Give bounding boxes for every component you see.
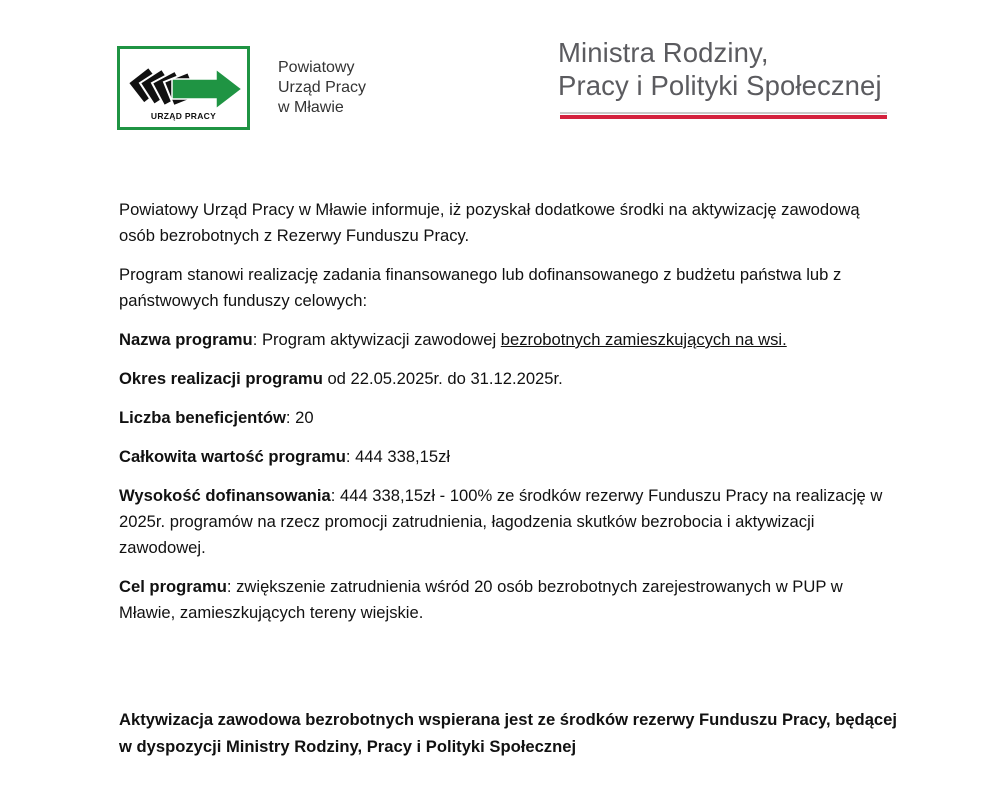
pup-name-line: Urząd Pracy (278, 79, 367, 96)
pup-name-line: Powiatowy (278, 59, 355, 76)
beneficiaries-label: Liczba beneficjentów (119, 408, 286, 427)
goal-row (119, 574, 899, 626)
page-header (0, 0, 1000, 150)
program-name-row (119, 327, 899, 353)
pup-logo-caption: URZĄD PRACY (150, 111, 217, 121)
funding-value: : 444 338,15zł - 100% ze środków rezerwy Funduszu Pracy na realizację w 2025r. programów na rzecz promocji zatrudnienia, łagodzenia skutków bezrobocia i aktywizacji zawodowej. (119, 486, 883, 557)
ministry-flag-bar (560, 112, 887, 120)
intro-paragraph: Powiatowy Urząd Pracy w Mławie informuje, iż pozyskał dodatkowe środki na aktywizację zawodową osób bezrobotnych z Rezerwy Funduszu Pracy. (119, 200, 860, 245)
ministry-title-line: Ministra Rodziny, (558, 37, 769, 68)
funding-footer-note: Aktywizacja zawodowa bezrobotnych wspierana jest ze środków rezerwy Funduszu Pracy, będącej w dyspozycji Ministry Rodziny, Pracy i Polityki Społecznej (119, 710, 897, 756)
funding-label: Wysokość dofinansowania (119, 486, 331, 505)
total-value-amount: : 444 338,15zł (345, 447, 451, 466)
total-value-label: Całkowita wartość programu (119, 447, 346, 466)
ministry-logo (558, 36, 888, 102)
beneficiaries-row (119, 405, 899, 431)
goal-label: Cel programu (119, 577, 227, 596)
program-name-underlined: bezrobotnych zamieszkujących na wsi. (500, 330, 787, 349)
program-note-paragraph: Program stanowi realizację zadania finansowanego lub dofinansowanego z budżetu państwa lub z państwowych funduszy celowych: (119, 265, 842, 310)
total-value-row (119, 444, 899, 470)
program-period-label: Okres realizacji programu (119, 369, 323, 388)
program-period-value: od 22.05.2025r. do 31.12.2025r. (322, 369, 563, 388)
pup-office-name (278, 58, 366, 118)
funding-row (119, 483, 899, 561)
beneficiaries-value: : 20 (285, 408, 314, 427)
program-name-label: Nazwa programu (119, 330, 253, 349)
pup-logo (117, 46, 250, 130)
announcement-body (119, 197, 899, 639)
flag-stripe-red (560, 115, 887, 119)
program-name-value: Program aktywizacji zawodowej (261, 330, 501, 349)
ministry-title-line: Pracy i Polityki Społecznej (558, 70, 882, 101)
pup-name-line: w Mławie (278, 99, 344, 116)
program-name-sep: : (252, 330, 262, 349)
goal-value: : zwiększenie zatrudnienia wśród 20 osób bezrobotnych zarejestrowanych w PUP w Mławie, zamieszkujących tereny wiejskie. (119, 577, 843, 622)
program-period-row (119, 366, 899, 392)
